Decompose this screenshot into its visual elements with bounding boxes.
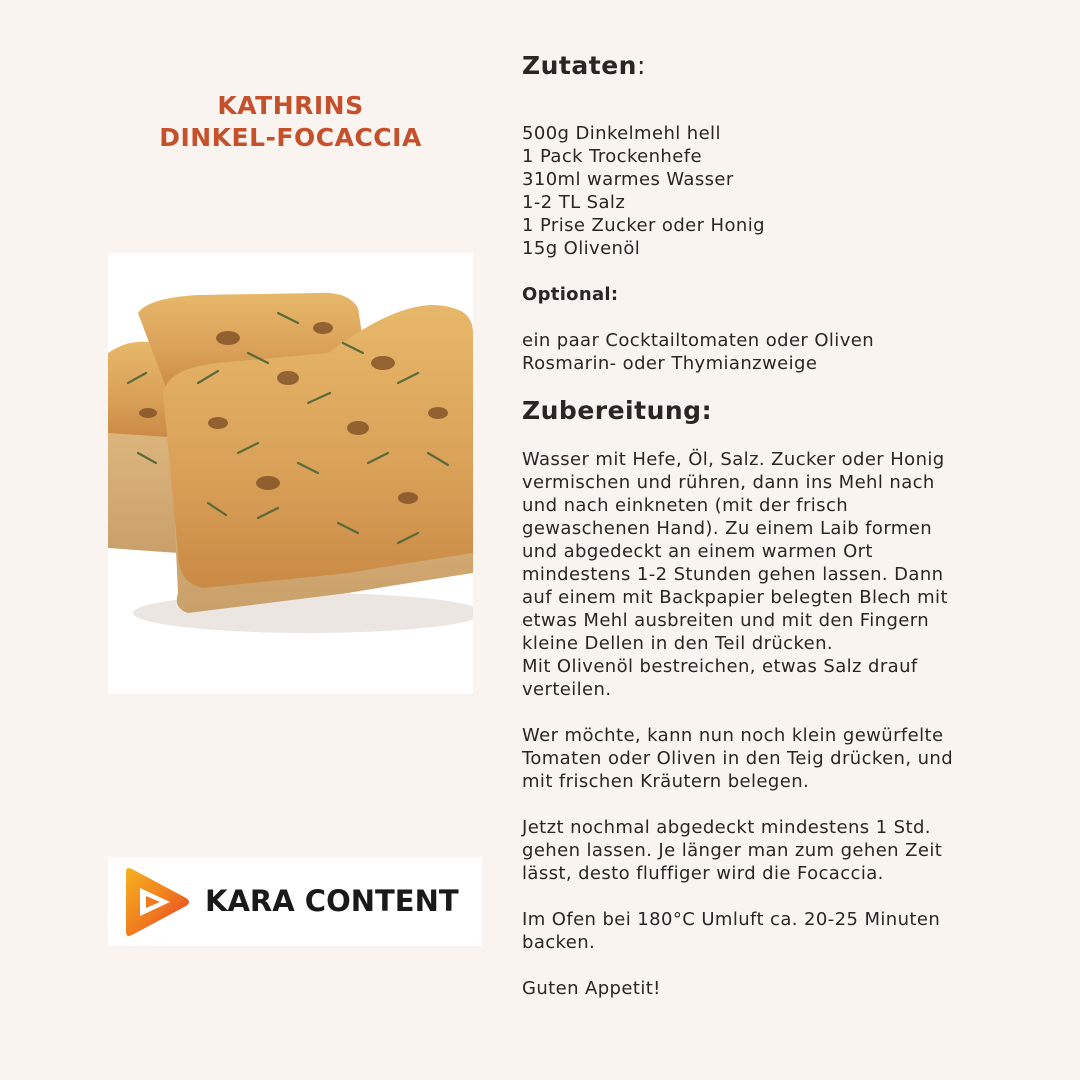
ingredient-item: 15g Olivenöl bbox=[522, 238, 641, 259]
closing-line: Guten Appetit! bbox=[522, 978, 661, 999]
ingredients-heading bbox=[522, 48, 1042, 84]
ingredients-heading-colon: : bbox=[636, 51, 646, 80]
optional-item: ein paar Cocktailtomaten oder Oliven bbox=[522, 330, 875, 351]
ingredient-item: 500g Dinkelmehl hell bbox=[522, 123, 721, 144]
kara-content-logo bbox=[108, 857, 482, 946]
preparation-paragraph: Jetzt nochmal abgedeckt mindestens 1 Std. gehen lassen. Je länger man zum gehen Zeit lässt, desto fluffiger wird die Focaccia. bbox=[522, 817, 943, 884]
optional-item: Rosmarin- oder Thymianzweige bbox=[522, 353, 818, 374]
preparation-paragraph: Wasser mit Hefe, Öl, Salz. Zucker oder Honig vermischen und rühren, dann ins Mehl nach und nach einkneten (mit der frisch gewaschenen Hand). Zu einem Laib formen und abgedeckt an einem warmen Ort mindestens 1-2 Stunden gehen lassen. Dann auf einem mit Backpapier belegten Blech mit etwas Mehl ausbreiten und mit den Fingern kleine Dellen in den Teil drücken. Mit Olivenöl bestreichen, etwas Salz drauf verteilen. bbox=[522, 449, 948, 700]
optional-list bbox=[522, 329, 1042, 375]
ingredient-item: 1-2 TL Salz bbox=[522, 192, 626, 213]
preparation-paragraph: Wer möchte, kann nun noch klein gewürfelte Tomaten oder Oliven in den Teig drücken, und mit frischen Kräutern belegen. bbox=[522, 725, 954, 792]
focaccia-illustration bbox=[108, 253, 473, 694]
recipe-content bbox=[522, 48, 1042, 1000]
logo-text: KARA CONTENT bbox=[205, 884, 459, 918]
focaccia-bread-photo bbox=[108, 253, 473, 694]
recipe-title-line-1: KATHRINS bbox=[217, 91, 364, 120]
play-triangle-logo-icon bbox=[122, 866, 192, 938]
ingredients-list bbox=[522, 122, 1042, 260]
ingredient-item: 310ml warmes Wasser bbox=[522, 169, 734, 190]
ingredient-item: 1 Pack Trockenhefe bbox=[522, 146, 702, 167]
preparation-paragraph: Im Ofen bei 180°C Umluft ca. 20-25 Minuten backen. bbox=[522, 909, 941, 953]
recipe-title bbox=[108, 90, 473, 154]
recipe-title-line-2: DINKEL-FOCACCIA bbox=[159, 123, 422, 152]
optional-label: Optional: bbox=[522, 284, 619, 305]
ingredients-heading-text: Zutaten bbox=[522, 51, 637, 80]
ingredient-item: 1 Prise Zucker oder Honig bbox=[522, 215, 765, 236]
preparation-heading: Zubereitung: bbox=[522, 396, 713, 425]
preparation-steps bbox=[522, 448, 1042, 1000]
